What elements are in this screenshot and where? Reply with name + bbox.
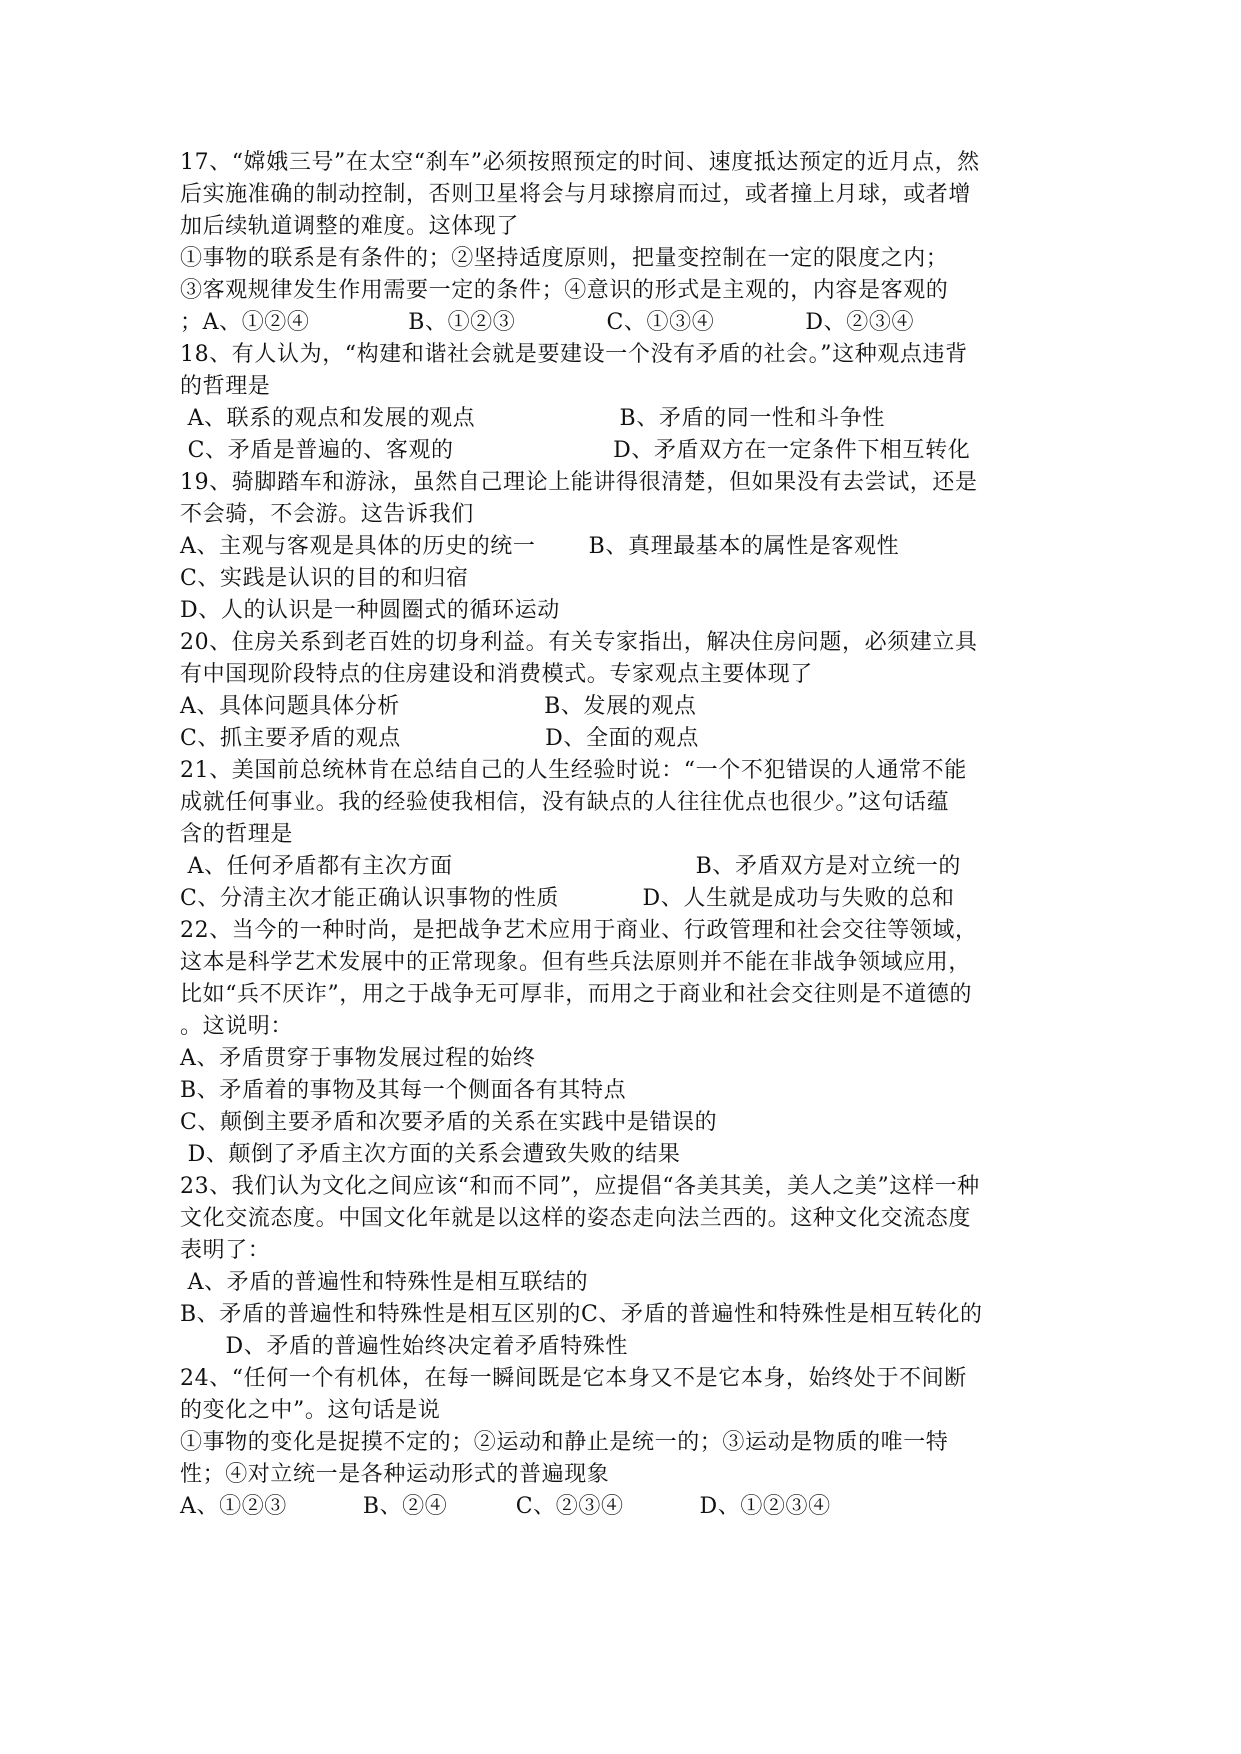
q17-line-1: 17、“嫦娥三号”在太空“刹车”必须按照预定的时间、速度抵达预定的近月点，然: [180, 150, 980, 175]
q22-option-a: A、矛盾贯穿于事物发展过程的始终: [180, 1046, 536, 1071]
q17-line-3: 加后续轨道调整的难度。这体现了: [180, 214, 520, 239]
q20-line-2: 有中国现阶段特点的住房建设和消费模式。专家观点主要体现了: [180, 662, 813, 687]
q24-options: A、①②③ B、②④ C、②③④ D、①②③④: [180, 1494, 831, 1519]
q17-statement-1: ①事物的联系是有条件的；②坚持适度原则，把量变控制在一定的限度之内；: [180, 246, 949, 271]
q22-line-2: 这本是科学艺术发展中的正常现象。但有些兵法原则并不能在非战争领域应用，: [180, 950, 972, 975]
q18-options-cd: C、矛盾是普遍的、客观的 D、矛盾双方在一定条件下相互转化: [180, 438, 971, 463]
q17-options: ；A、①②④ B、①②③ C、①③④ D、②③④: [180, 310, 915, 335]
q21-options-ab: A、任何矛盾都有主次方面 B、矛盾双方是对立统一的: [180, 854, 962, 879]
q20-options-ab: A、具体问题具体分析 B、发展的观点: [180, 694, 697, 719]
q24-statement-1: ①事物的变化是捉摸不定的；②运动和静止是统一的；③运动是物质的唯一特: [180, 1430, 949, 1455]
q23-line-2: 文化交流态度。中国文化年就是以这样的姿态走向法兰西的。这种文化交流态度: [180, 1206, 972, 1231]
q18-line-2: 的哲理是: [180, 374, 271, 399]
q21-line-2: 成就任何事业。我的经验使我相信，没有缺点的人往往优点也很少。”这句话蕴: [180, 790, 950, 815]
q23-option-a: A、矛盾的普遍性和特殊性是相互联结的: [180, 1270, 589, 1295]
q18-options-ab: A、联系的观点和发展的观点 B、矛盾的同一性和斗争性: [180, 406, 885, 431]
q19-line-2: 不会骑，不会游。这告诉我们: [180, 502, 474, 527]
q21-options-cd: C、分清主次才能正确认识事物的性质 D、人生就是成功与失败的总和: [180, 886, 955, 911]
q19-option-c: C、实践是认识的目的和归宿: [180, 566, 469, 591]
q18-line-1: 18、有人认为，“构建和谐社会就是要建设一个没有矛盾的社会。”这种观点违背: [180, 342, 968, 367]
q22-line-4: 。这说明：: [180, 1014, 294, 1039]
q19-options-ab: A、主观与客观是具体的历史的统一 B、真理最基本的属性是客观性: [180, 534, 900, 559]
q19-line-1: 19、骑脚踏车和游泳，虽然自己理论上能讲得很清楚，但如果没有去尝试，还是: [180, 470, 978, 495]
q23-options-bc: B、矛盾的普遍性和特殊性是相互区别的C、矛盾的普遍性和特殊性是相互转化的: [180, 1302, 983, 1327]
q19-option-d: D、人的认识是一种圆圈式的循环运动: [180, 598, 560, 623]
q24-line-2: 的变化之中”。这句话是说: [180, 1398, 441, 1423]
q22-option-c: C、颠倒主要矛盾和次要矛盾的关系在实践中是错误的: [180, 1110, 718, 1135]
q22-option-d: D、颠倒了矛盾主次方面的关系会遭致失败的结果: [180, 1142, 681, 1167]
q17-statement-2: ③客观规律发生作用需要一定的条件；④意识的形式是主观的，内容是客观的: [180, 278, 949, 303]
q23-line-1: 23、我们认为文化之间应该“和而不同”，应提倡“各美其美，美人之美”这样一种: [180, 1174, 980, 1199]
q17-line-2: 后实施准确的制动控制，否则卫星将会与月球擦肩而过，或者撞上月球，或者增: [180, 182, 972, 207]
q22-option-b: B、矛盾着的事物及其每一个侧面各有其特点: [180, 1078, 627, 1103]
q21-line-1: 21、美国前总统林肯在总结自己的人生经验时说：“一个不犯错误的人通常不能: [180, 758, 967, 783]
q22-line-3: 比如“兵不厌诈”，用之于战争无可厚非，而用之于商业和社会交往则是不道德的: [180, 982, 973, 1007]
q23-line-3: 表明了：: [180, 1238, 271, 1263]
q20-options-cd: C、抓主要矛盾的观点 D、全面的观点: [180, 726, 699, 751]
q21-line-3: 含的哲理是: [180, 822, 294, 847]
q24-statement-2: 性；④对立统一是各种运动形式的普遍现象: [180, 1462, 610, 1487]
q23-option-d: D、矛盾的普遍性始终决定着矛盾特殊性: [180, 1334, 628, 1359]
q24-line-1: 24、“任何一个有机体，在每一瞬间既是它本身又不是它本身，始终处于不间断: [180, 1366, 967, 1391]
q20-line-1: 20、住房关系到老百姓的切身利益。有关专家指出，解决住房问题，必须建立具: [180, 630, 978, 655]
q22-line-1: 22、当今的一种时尚，是把战争艺术应用于商业、行政管理和社会交往等领域，: [180, 918, 978, 943]
